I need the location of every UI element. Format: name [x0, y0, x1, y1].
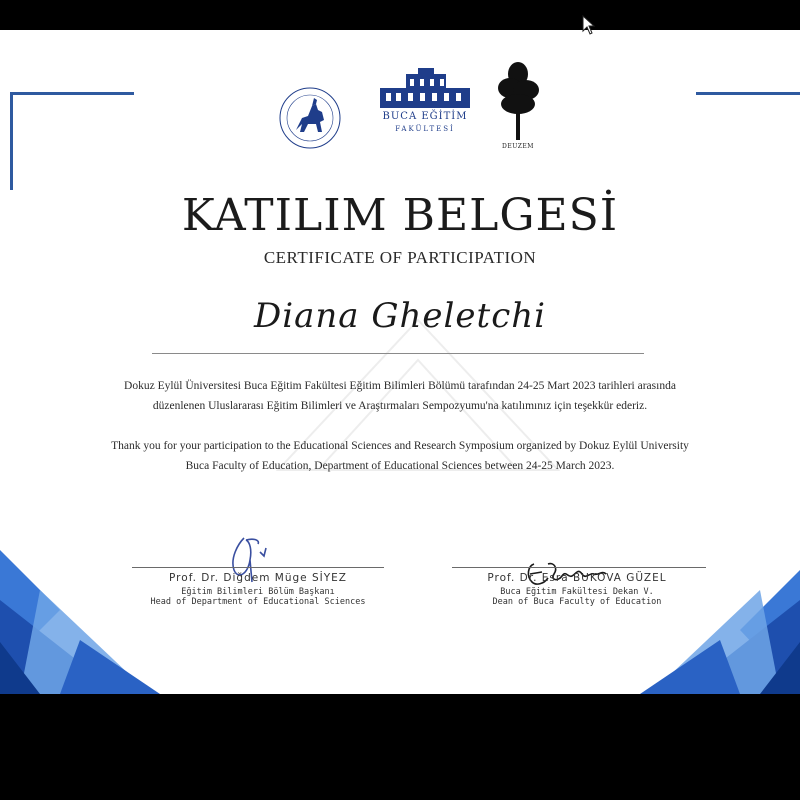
pine-tree-icon — [492, 60, 544, 142]
signatory-name-right: Prof. Dr. Esra BUKOVA GÜZEL — [487, 572, 667, 584]
body-en-line-2: Buca Faculty of Education, Department of Educational Sciences between 24-25 March 2023. — [185, 460, 615, 472]
signatory-name-left: Prof. Dr. Diğdem Müge SİYEZ — [169, 572, 347, 584]
recipient-name: Diana Gheletchi — [253, 296, 547, 336]
body-en-line-1: Thank you for your participation to the Educational Sciences and Research Symposium organized by Dokuz Eylül University — [111, 440, 689, 452]
signatory-role-en-right: Dean of Buca Faculty of Education — [492, 597, 662, 607]
top-black-bar — [0, 0, 800, 30]
buca-logo-text: BUCA EĞİTİM — [382, 111, 468, 122]
bottom-black-bar — [0, 694, 800, 800]
tree-logo — [492, 60, 544, 154]
deu-logo — [276, 80, 344, 158]
tree-logo-label: DEUZEM — [502, 143, 534, 150]
body-tr-line-2: düzenlenen Uluslararası Eğitim Bilimleri ve Araştırmaları Sempozyumu'na katılımınız için teşekkür ederiz. — [152, 400, 648, 412]
signature-line-right — [452, 567, 706, 568]
signatory-role-tr-right: Buca Eğitim Fakültesi Dekan V. — [500, 587, 654, 597]
signature-line-left — [132, 567, 384, 568]
horse-rider-emblem-icon — [276, 80, 344, 158]
buca-logo-subtext: FAKÜLTESİ — [395, 125, 455, 133]
body-text-en — [10, 436, 790, 476]
body-text-tr — [10, 376, 790, 416]
certificate-title-tr: KATILIM BELGESİ — [181, 190, 619, 241]
mouse-pointer-icon — [582, 15, 596, 35]
recipient-underline — [152, 353, 644, 354]
certificate — [0, 30, 800, 694]
buca-faculty-logo — [378, 68, 472, 138]
signatory-role-en-left: Head of Department of Educational Sciences — [150, 597, 366, 607]
body-tr-line-1: Dokuz Eylül Üniversitesi Buca Eğitim Fakültesi Eğitim Bilimleri Bölümü tarafından 24-25 Mart 2023 tarihleri arasında — [124, 380, 676, 392]
signatory-role-tr-left: Eğitim Bilimleri Bölüm Başkanı — [181, 587, 335, 597]
certificate-title-en: CERTIFICATE OF PARTICIPATION — [263, 248, 537, 267]
faculty-building-icon — [378, 68, 472, 110]
